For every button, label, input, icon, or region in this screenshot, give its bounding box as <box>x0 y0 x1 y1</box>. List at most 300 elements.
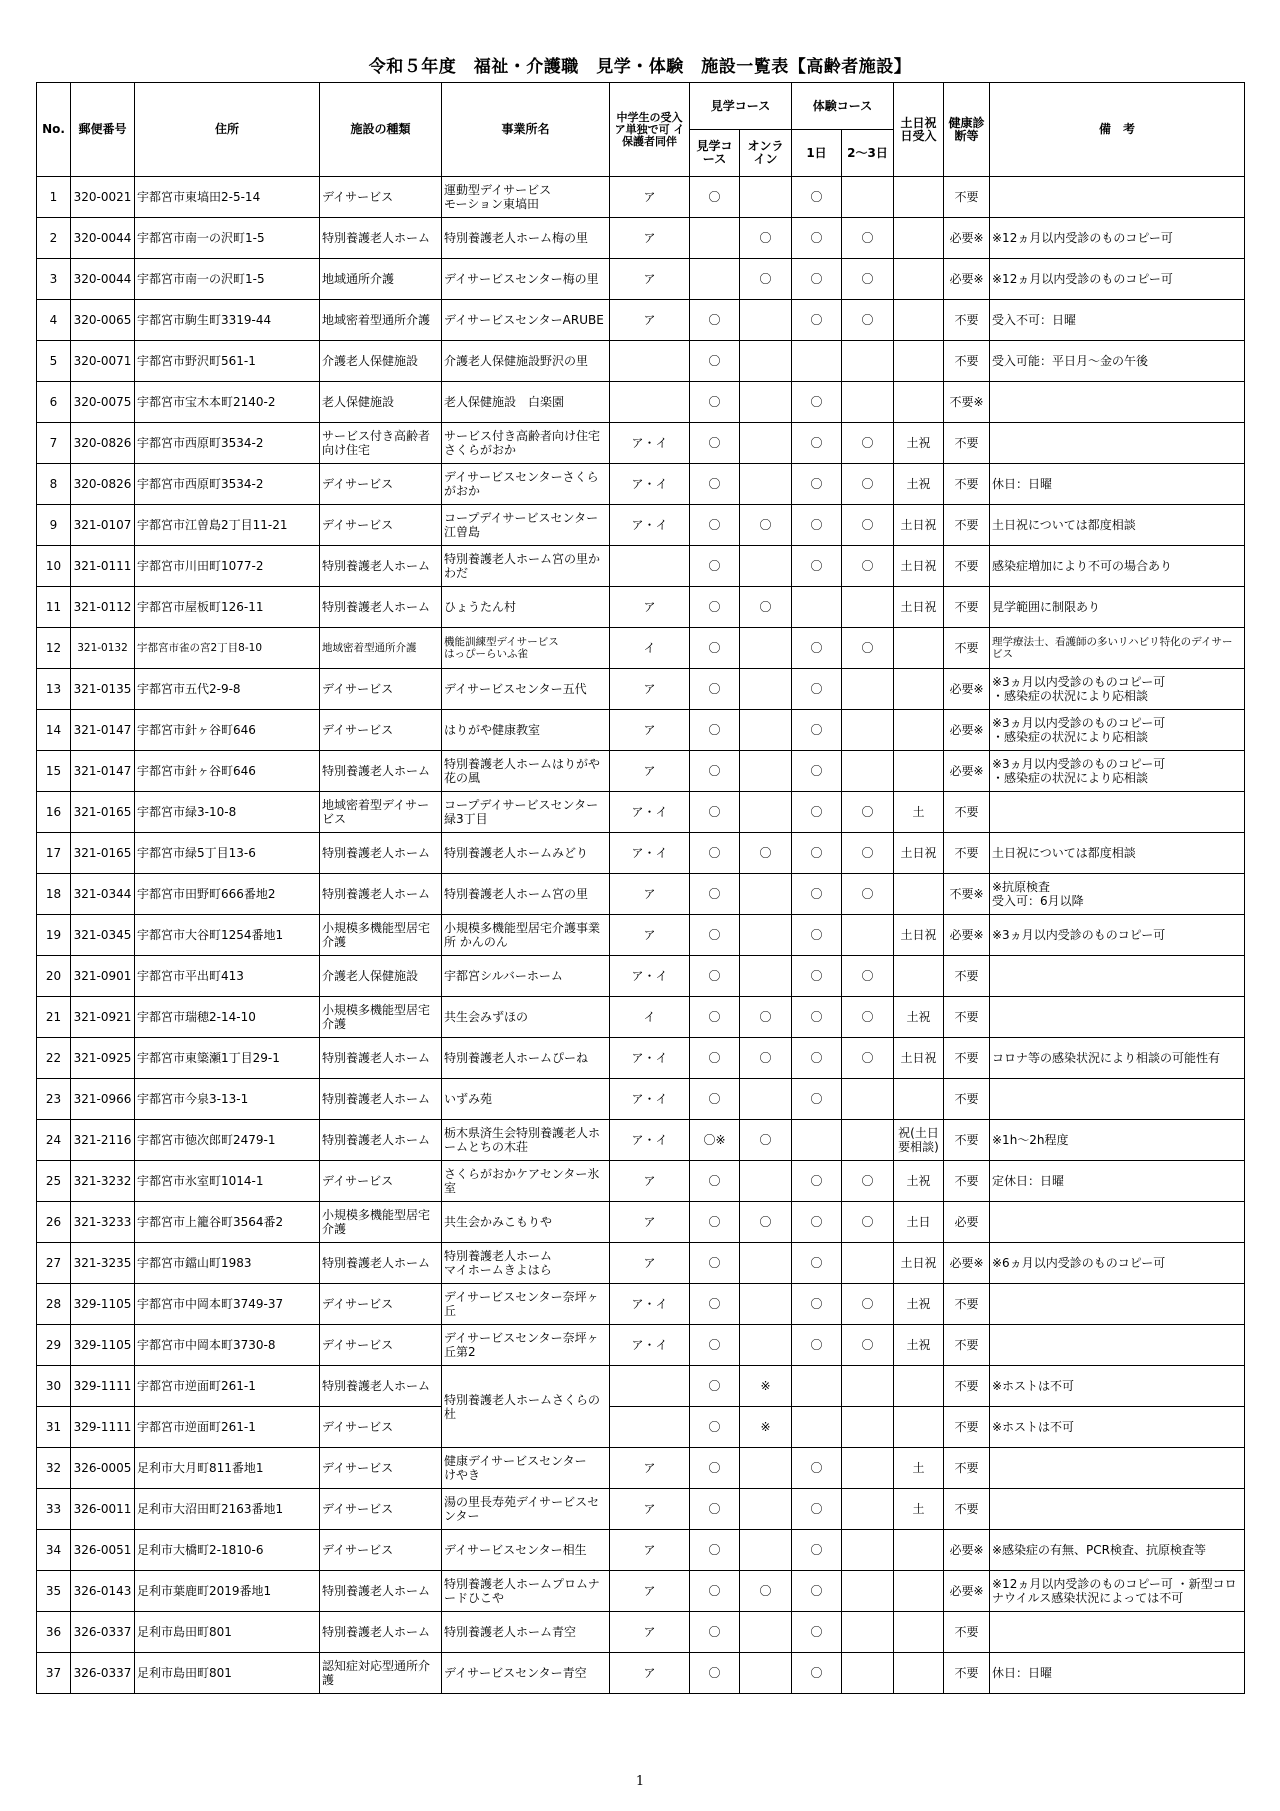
cell-weekend <box>894 710 944 751</box>
cell-weekend <box>894 874 944 915</box>
cell-facility-type: 特別養護老人ホーム <box>320 546 442 587</box>
cell-juniorhigh: ア <box>610 751 690 792</box>
cell-facility-type: 地域密着型通所介護 <box>320 628 442 669</box>
cell-address: 宇都宮市屋板町126-11 <box>135 587 320 628</box>
cell-facility-type: 介護老人保健施設 <box>320 341 442 382</box>
col-header-visit-course: 見学コース <box>690 83 792 130</box>
cell-juniorhigh: ア・イ <box>610 1284 690 1325</box>
cell-address: 足利市島田町801 <box>135 1612 320 1653</box>
cell-oneday <box>792 1366 842 1407</box>
table-row <box>37 1366 1245 1407</box>
cell-office-name: 特別養護老人ホーム青空 <box>442 1612 610 1653</box>
cell-juniorhigh: ア <box>610 1612 690 1653</box>
cell-twothree <box>842 1612 894 1653</box>
table-row <box>37 1653 1245 1694</box>
table-row <box>37 833 1245 874</box>
cell-twothree <box>842 1489 894 1530</box>
cell-juniorhigh: ア・イ <box>610 1120 690 1161</box>
cell-address: 宇都宮市逆面町261-1 <box>135 1366 320 1407</box>
cell-health: 不要 <box>944 546 990 587</box>
cell-online <box>740 382 792 423</box>
cell-no: 30 <box>37 1366 71 1407</box>
cell-visit: 〇※ <box>690 1120 740 1161</box>
cell-weekend: 土祝 <box>894 464 944 505</box>
cell-office-name: 栃木県済生会特別養護老人ホームとちの木荘 <box>442 1120 610 1161</box>
cell-oneday: 〇 <box>792 1284 842 1325</box>
cell-facility-type: 特別養護老人ホーム <box>320 874 442 915</box>
cell-no: 32 <box>37 1448 71 1489</box>
cell-no: 21 <box>37 997 71 1038</box>
cell-juniorhigh <box>610 546 690 587</box>
cell-no: 12 <box>37 628 71 669</box>
cell-visit: 〇 <box>690 1530 740 1571</box>
cell-visit: 〇 <box>690 1079 740 1120</box>
cell-online <box>740 1448 792 1489</box>
cell-juniorhigh: イ <box>610 997 690 1038</box>
cell-visit: 〇 <box>690 1243 740 1284</box>
cell-remarks <box>990 956 1245 997</box>
cell-weekend <box>894 669 944 710</box>
cell-twothree: 〇 <box>842 956 894 997</box>
cell-weekend: 土祝 <box>894 423 944 464</box>
table-row <box>37 1571 1245 1612</box>
cell-office-name: ひょうたん村 <box>442 587 610 628</box>
cell-address: 足利市島田町801 <box>135 1653 320 1694</box>
cell-remarks: コロナ等の感染状況により相談の可能性有 <box>990 1038 1245 1079</box>
table-row <box>37 1161 1245 1202</box>
cell-weekend <box>894 628 944 669</box>
cell-postal: 326-0005 <box>71 1448 135 1489</box>
col-header-online: オンライン <box>740 130 792 177</box>
cell-remarks <box>990 1202 1245 1243</box>
cell-twothree: 〇 <box>842 464 894 505</box>
cell-postal: 321-0966 <box>71 1079 135 1120</box>
cell-weekend: 土祝 <box>894 997 944 1038</box>
cell-juniorhigh: ア・イ <box>610 833 690 874</box>
cell-twothree <box>842 669 894 710</box>
cell-visit: 〇 <box>690 792 740 833</box>
cell-postal: 320-0044 <box>71 218 135 259</box>
cell-twothree: 〇 <box>842 300 894 341</box>
cell-office-name: 特別養護老人ホームはりがや花の風 <box>442 751 610 792</box>
cell-health: 不要 <box>944 423 990 464</box>
cell-remarks: 理学療法士、看護師の多いリハビリ特化のデイサービス <box>990 628 1245 669</box>
cell-address: 宇都宮市平出町413 <box>135 956 320 997</box>
cell-facility-type: サービス付き高齢者向け住宅 <box>320 423 442 464</box>
cell-office-name: 介護老人保健施設野沢の里 <box>442 341 610 382</box>
cell-twothree <box>842 1448 894 1489</box>
cell-online <box>740 1284 792 1325</box>
cell-address: 宇都宮市上籠谷町3564番2 <box>135 1202 320 1243</box>
cell-office-name: 共生会みずほの <box>442 997 610 1038</box>
cell-remarks: 感染症増加により不可の場合あり <box>990 546 1245 587</box>
cell-visit: 〇 <box>690 1366 740 1407</box>
cell-weekend: 土日祝 <box>894 505 944 546</box>
cell-oneday: 〇 <box>792 1202 842 1243</box>
table-row <box>37 1489 1245 1530</box>
cell-office-name: サービス付き高齢者向け住宅 さくらがおか <box>442 423 610 464</box>
cell-remarks <box>990 177 1245 218</box>
cell-no: 23 <box>37 1079 71 1120</box>
cell-online: 〇 <box>740 1202 792 1243</box>
cell-weekend: 祝(土日要相談) <box>894 1120 944 1161</box>
cell-facility-type: 特別養護老人ホーム <box>320 1120 442 1161</box>
cell-facility-type: デイサービス <box>320 1407 442 1448</box>
cell-no: 22 <box>37 1038 71 1079</box>
cell-weekend <box>894 1366 944 1407</box>
cell-weekend <box>894 1571 944 1612</box>
cell-health: 必要※ <box>944 1530 990 1571</box>
cell-remarks <box>990 1612 1245 1653</box>
cell-visit: 〇 <box>690 300 740 341</box>
cell-address: 宇都宮市田野町666番地2 <box>135 874 320 915</box>
cell-health: 不要 <box>944 1284 990 1325</box>
cell-postal: 321-0165 <box>71 792 135 833</box>
cell-no: 17 <box>37 833 71 874</box>
cell-visit: 〇 <box>690 915 740 956</box>
cell-juniorhigh: ア・イ <box>610 1325 690 1366</box>
cell-visit: 〇 <box>690 587 740 628</box>
cell-remarks <box>990 997 1245 1038</box>
cell-facility-type: 認知症対応型通所介護 <box>320 1653 442 1694</box>
cell-facility-type: デイサービス <box>320 505 442 546</box>
cell-no: 2 <box>37 218 71 259</box>
cell-facility-type: 地域密着型デイサービス <box>320 792 442 833</box>
cell-health: 不要 <box>944 1079 990 1120</box>
cell-online <box>740 628 792 669</box>
cell-remarks: 土日祝については都度相談 <box>990 833 1245 874</box>
cell-visit: 〇 <box>690 1653 740 1694</box>
col-header-address: 住所 <box>135 83 320 177</box>
cell-address: 宇都宮市野沢町561-1 <box>135 341 320 382</box>
cell-visit: 〇 <box>690 1161 740 1202</box>
cell-office-name: 小規模多機能型居宅介護事業所 かんのん <box>442 915 610 956</box>
cell-postal: 320-0065 <box>71 300 135 341</box>
table-row <box>37 628 1245 669</box>
cell-online <box>740 1079 792 1120</box>
cell-weekend <box>894 218 944 259</box>
cell-juniorhigh: ア <box>610 177 690 218</box>
table-row <box>37 382 1245 423</box>
cell-remarks: ※12ヵ月以内受診のものコピー可 ・新型コロナウイルス感染状況によっては不可 <box>990 1571 1245 1612</box>
cell-remarks: ※3ヵ月以内受診のものコピー可 ・感染症の状況により応相談 <box>990 710 1245 751</box>
cell-address: 宇都宮市中岡本町3730-8 <box>135 1325 320 1366</box>
cell-visit: 〇 <box>690 1038 740 1079</box>
cell-twothree <box>842 710 894 751</box>
cell-twothree <box>842 1243 894 1284</box>
cell-health: 必要※ <box>944 1571 990 1612</box>
cell-twothree: 〇 <box>842 1161 894 1202</box>
cell-juniorhigh: ア <box>610 587 690 628</box>
cell-online <box>740 915 792 956</box>
cell-weekend: 土 <box>894 1489 944 1530</box>
cell-health: 必要※ <box>944 915 990 956</box>
cell-no: 25 <box>37 1161 71 1202</box>
cell-weekend <box>894 300 944 341</box>
table-row <box>37 546 1245 587</box>
cell-facility-type: デイサービス <box>320 464 442 505</box>
cell-oneday <box>792 1407 842 1448</box>
cell-address: 宇都宮市東簗瀬1丁目29-1 <box>135 1038 320 1079</box>
cell-office-name: デイサービスセンター五代 <box>442 669 610 710</box>
cell-juniorhigh: ア <box>610 1653 690 1694</box>
cell-visit: 〇 <box>690 956 740 997</box>
cell-facility-type: 特別養護老人ホーム <box>320 1038 442 1079</box>
cell-facility-type: デイサービス <box>320 1489 442 1530</box>
table-row <box>37 710 1245 751</box>
cell-office-name: 特別養護老人ホーム宮の里かわだ <box>442 546 610 587</box>
cell-oneday: 〇 <box>792 300 842 341</box>
cell-oneday: 〇 <box>792 1448 842 1489</box>
cell-office-name: デイサービスセンター梅の里 <box>442 259 610 300</box>
cell-address: 宇都宮市西原町3534-2 <box>135 464 320 505</box>
cell-health: 不要 <box>944 1653 990 1694</box>
cell-no: 29 <box>37 1325 71 1366</box>
cell-juniorhigh: ア <box>610 874 690 915</box>
cell-online <box>740 1489 792 1530</box>
cell-remarks: 受入可能：平日月～金の午後 <box>990 341 1245 382</box>
cell-remarks <box>990 1448 1245 1489</box>
col-header-postal: 郵便番号 <box>71 83 135 177</box>
cell-health: 不要 <box>944 1038 990 1079</box>
cell-weekend: 土日祝 <box>894 915 944 956</box>
cell-juniorhigh: ア <box>610 915 690 956</box>
table-row <box>37 259 1245 300</box>
cell-health: 不要 <box>944 1120 990 1161</box>
cell-online: 〇 <box>740 1038 792 1079</box>
cell-postal: 321-0345 <box>71 915 135 956</box>
col-header-remarks: 備 考 <box>990 83 1245 177</box>
cell-juniorhigh: ア <box>610 710 690 751</box>
cell-remarks: ※3ヵ月以内受診のものコピー可 ・感染症の状況により応相談 <box>990 669 1245 710</box>
cell-remarks <box>990 423 1245 464</box>
table-row <box>37 300 1245 341</box>
cell-oneday: 〇 <box>792 259 842 300</box>
cell-twothree <box>842 1079 894 1120</box>
cell-visit: 〇 <box>690 1489 740 1530</box>
cell-health: 不要 <box>944 1407 990 1448</box>
cell-visit: 〇 <box>690 751 740 792</box>
cell-remarks: ※ホストは不可 <box>990 1407 1245 1448</box>
cell-postal: 321-0111 <box>71 546 135 587</box>
cell-oneday: 〇 <box>792 505 842 546</box>
cell-office-name: 共生会かみこもりや <box>442 1202 610 1243</box>
cell-online: 〇 <box>740 259 792 300</box>
cell-health: 不要 <box>944 997 990 1038</box>
cell-postal: 321-0107 <box>71 505 135 546</box>
cell-address: 宇都宮市緑5丁目13-6 <box>135 833 320 874</box>
cell-oneday: 〇 <box>792 1612 842 1653</box>
cell-remarks <box>990 1079 1245 1120</box>
cell-postal: 321-0135 <box>71 669 135 710</box>
cell-twothree: 〇 <box>842 874 894 915</box>
cell-weekend: 土日祝 <box>894 1243 944 1284</box>
cell-online: 〇 <box>740 1120 792 1161</box>
cell-health: 不要※ <box>944 874 990 915</box>
table-row <box>37 1284 1245 1325</box>
cell-online <box>740 751 792 792</box>
cell-oneday <box>792 1120 842 1161</box>
cell-oneday <box>792 341 842 382</box>
cell-juniorhigh: ア <box>610 669 690 710</box>
cell-weekend <box>894 341 944 382</box>
cell-weekend: 土祝 <box>894 1161 944 1202</box>
cell-no: 19 <box>37 915 71 956</box>
cell-health: 不要 <box>944 341 990 382</box>
cell-no: 26 <box>37 1202 71 1243</box>
table-row <box>37 464 1245 505</box>
cell-online <box>740 1325 792 1366</box>
facility-table <box>36 82 1245 1694</box>
cell-address: 宇都宮市逆面町261-1 <box>135 1407 320 1448</box>
cell-address: 宇都宮市瑞穂2-14-10 <box>135 997 320 1038</box>
cell-weekend: 土 <box>894 1448 944 1489</box>
cell-online <box>740 956 792 997</box>
cell-visit: 〇 <box>690 177 740 218</box>
cell-juniorhigh: ア・イ <box>610 792 690 833</box>
cell-facility-type: 特別養護老人ホーム <box>320 587 442 628</box>
cell-twothree: 〇 <box>842 1284 894 1325</box>
cell-online: 〇 <box>740 505 792 546</box>
cell-no: 35 <box>37 1571 71 1612</box>
cell-facility-type: デイサービス <box>320 177 442 218</box>
cell-postal: 321-0921 <box>71 997 135 1038</box>
cell-juniorhigh <box>610 382 690 423</box>
cell-address: 宇都宮市南一の沢町1-5 <box>135 259 320 300</box>
cell-no: 7 <box>37 423 71 464</box>
cell-visit: 〇 <box>690 710 740 751</box>
cell-remarks: 定休日：日曜 <box>990 1161 1245 1202</box>
cell-twothree: 〇 <box>842 423 894 464</box>
cell-office-name: 特別養護老人ホームみどり <box>442 833 610 874</box>
cell-health: 必要※ <box>944 710 990 751</box>
cell-postal: 326-0337 <box>71 1612 135 1653</box>
cell-facility-type: デイサービス <box>320 710 442 751</box>
cell-online: 〇 <box>740 833 792 874</box>
cell-address: 宇都宮市中岡本町3749-37 <box>135 1284 320 1325</box>
cell-no: 3 <box>37 259 71 300</box>
col-header-oneday: 1日 <box>792 130 842 177</box>
col-header-exp-course: 体験コース <box>792 83 894 130</box>
cell-no: 9 <box>37 505 71 546</box>
col-header-facility-type: 施設の種類 <box>320 83 442 177</box>
cell-office-name: デイサービスセンターさくらがおか <box>442 464 610 505</box>
cell-oneday: 〇 <box>792 792 842 833</box>
cell-online <box>740 1612 792 1653</box>
cell-visit: 〇 <box>690 1407 740 1448</box>
cell-office-name: デイサービスセンター青空 <box>442 1653 610 1694</box>
cell-online <box>740 341 792 382</box>
cell-weekend <box>894 1079 944 1120</box>
cell-health: 必要※ <box>944 669 990 710</box>
table-row <box>37 505 1245 546</box>
table-row <box>37 1120 1245 1161</box>
cell-postal: 321-3232 <box>71 1161 135 1202</box>
col-header-office-name: 事業所名 <box>442 83 610 177</box>
cell-no: 24 <box>37 1120 71 1161</box>
cell-health: 必要※ <box>944 218 990 259</box>
cell-juniorhigh: ア・イ <box>610 1079 690 1120</box>
cell-oneday: 〇 <box>792 1243 842 1284</box>
cell-visit: 〇 <box>690 1325 740 1366</box>
cell-facility-type: 特別養護老人ホーム <box>320 1079 442 1120</box>
cell-oneday: 〇 <box>792 1325 842 1366</box>
cell-oneday: 〇 <box>792 1489 842 1530</box>
cell-oneday: 〇 <box>792 1530 842 1571</box>
cell-twothree: 〇 <box>842 1038 894 1079</box>
col-header-no: No. <box>37 83 71 177</box>
cell-visit: 〇 <box>690 464 740 505</box>
cell-oneday: 〇 <box>792 1079 842 1120</box>
cell-office-name: さくらがおかケアセンター氷室 <box>442 1161 610 1202</box>
cell-office-name: はりがや健康教室 <box>442 710 610 751</box>
cell-office-name: 特別養護老人ホームぴーね <box>442 1038 610 1079</box>
cell-weekend: 土日祝 <box>894 546 944 587</box>
cell-weekend: 土祝 <box>894 1325 944 1366</box>
cell-postal: 320-0826 <box>71 464 135 505</box>
cell-office-name: 特別養護老人ホーム マイホームきよはら <box>442 1243 610 1284</box>
cell-juniorhigh: イ <box>610 628 690 669</box>
cell-postal: 321-0344 <box>71 874 135 915</box>
table-row <box>37 1202 1245 1243</box>
cell-postal: 321-0165 <box>71 833 135 874</box>
cell-oneday: 〇 <box>792 956 842 997</box>
cell-visit: 〇 <box>690 382 740 423</box>
cell-office-name: 特別養護老人ホームプロムナードひこや <box>442 1571 610 1612</box>
cell-office-name: いずみ苑 <box>442 1079 610 1120</box>
cell-weekend <box>894 177 944 218</box>
cell-twothree: 〇 <box>842 505 894 546</box>
cell-no: 34 <box>37 1530 71 1571</box>
cell-twothree <box>842 1530 894 1571</box>
cell-oneday: 〇 <box>792 915 842 956</box>
cell-oneday: 〇 <box>792 997 842 1038</box>
cell-office-name: コープデイサービスセンター江曽島 <box>442 505 610 546</box>
cell-no: 5 <box>37 341 71 382</box>
cell-health: 必要※ <box>944 259 990 300</box>
cell-juniorhigh: ア <box>610 1571 690 1612</box>
cell-online <box>740 669 792 710</box>
cell-facility-type: デイサービス <box>320 1161 442 1202</box>
table-row <box>37 1243 1245 1284</box>
cell-oneday: 〇 <box>792 669 842 710</box>
cell-no: 37 <box>37 1653 71 1694</box>
cell-weekend <box>894 259 944 300</box>
cell-postal: 326-0011 <box>71 1489 135 1530</box>
cell-twothree: 〇 <box>842 628 894 669</box>
cell-weekend <box>894 751 944 792</box>
cell-visit: 〇 <box>690 1448 740 1489</box>
cell-address: 宇都宮市針ヶ谷町646 <box>135 710 320 751</box>
cell-weekend <box>894 382 944 423</box>
cell-visit <box>690 218 740 259</box>
cell-postal: 326-0051 <box>71 1530 135 1571</box>
cell-visit <box>690 259 740 300</box>
cell-visit: 〇 <box>690 833 740 874</box>
cell-address: 宇都宮市五代2-9-8 <box>135 669 320 710</box>
cell-address: 宇都宮市宝木本町2140-2 <box>135 382 320 423</box>
cell-no: 27 <box>37 1243 71 1284</box>
cell-visit: 〇 <box>690 997 740 1038</box>
cell-health: 必要※ <box>944 751 990 792</box>
cell-twothree <box>842 382 894 423</box>
cell-juniorhigh: ア <box>610 1202 690 1243</box>
cell-twothree: 〇 <box>842 833 894 874</box>
cell-juniorhigh: ア <box>610 1448 690 1489</box>
col-header-juniorhigh: 中学生の受入 ア単独で可 イ保護者同伴 <box>610 83 690 177</box>
cell-online: 〇 <box>740 218 792 259</box>
cell-twothree: 〇 <box>842 792 894 833</box>
